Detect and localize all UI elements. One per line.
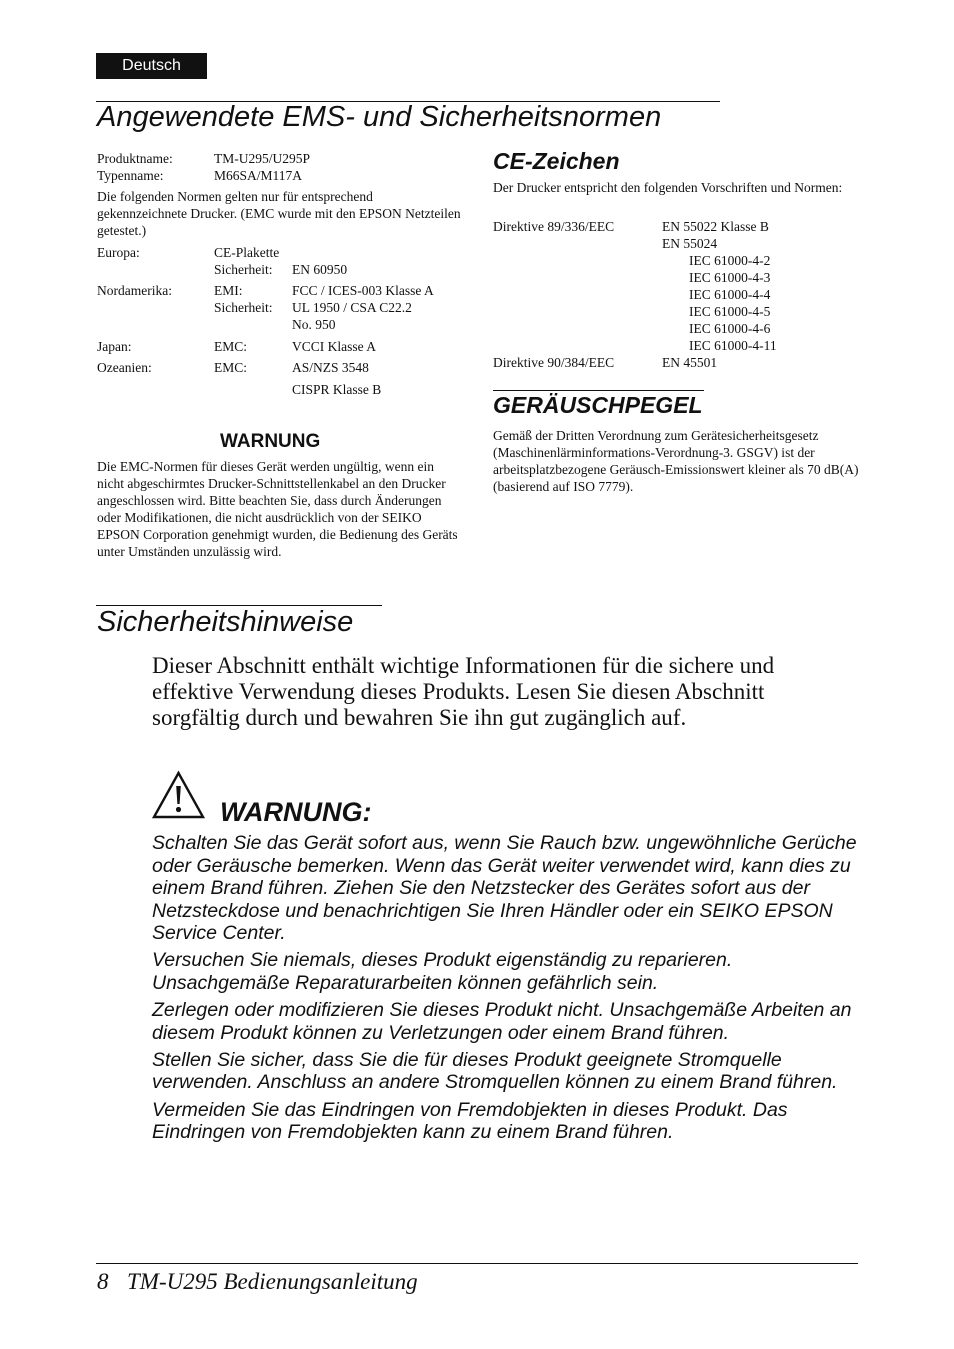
iec-item: IEC 61000-4-5 xyxy=(689,304,771,319)
directive2-label: Direktive 90/384/EEC xyxy=(493,355,615,370)
safety-warning-heading: WARNUNG: xyxy=(220,797,372,827)
ce-title: CE-Zeichen xyxy=(493,148,620,174)
warning-item: Vermeiden Sie das Eindringen von Fremdobjekten in dieses Produkt. Das Eindringen von Fremdobjekten kann zu einem Brand führen. xyxy=(152,1098,788,1144)
oceania-label: Ozeanien: xyxy=(97,360,152,375)
japan-emc-value: VCCI Klasse A xyxy=(292,339,376,354)
directive1-std2: EN 55024 xyxy=(662,236,718,251)
warning-item: Versuchen Sie niemals, dieses Produkt eigenständig zu reparieren. Unsachgemäße Reparaturarbeiten können gefährlich sein. xyxy=(152,949,733,995)
footer-rule xyxy=(96,1263,858,1264)
iec-item: IEC 61000-4-6 xyxy=(689,321,771,336)
europe-label: Europa: xyxy=(97,245,140,260)
product-label: Produktname: xyxy=(97,151,173,166)
footer-manual-title: TM-U295 Bedienungsanleitung xyxy=(127,1269,418,1294)
iec-item: IEC 61000-4-3 xyxy=(689,270,771,285)
directive2-std: EN 45501 xyxy=(662,355,718,370)
na-safety-value2: No. 950 xyxy=(292,317,336,332)
oceania-emc-value2: CISPR Klasse B xyxy=(292,382,382,397)
noise-title: GERÄUSCHPEGEL xyxy=(493,392,703,418)
product-value: TM-U295/U295P xyxy=(214,151,311,166)
safety-warning-list xyxy=(152,832,858,1148)
ems-title: Angewendete EMS- und Sicherheitsnormen xyxy=(97,101,662,133)
warning-triangle-icon xyxy=(151,770,206,820)
na-emi-label: EMI: xyxy=(214,283,243,298)
japan-emc-label: EMC: xyxy=(214,339,248,354)
safety-intro: Dieser Abschnitt enthält wichtige Informationen für die sichere und effektive Verwendung dieses Produkts. Lesen Sie diesen Abschnitt sorgfältig durch und bewahren Sie ihn gut zugänglich auf. xyxy=(152,653,775,730)
safety-title: Sicherheitshinweise xyxy=(97,606,354,638)
na-label: Nordamerika: xyxy=(97,283,172,298)
iec-item: IEC 61000-4-4 xyxy=(689,287,771,302)
oceania-emc-label: EMC: xyxy=(214,360,248,375)
europe-safety-label: Sicherheit: xyxy=(214,262,273,277)
directive1-std1: EN 55022 Klasse B xyxy=(662,219,769,234)
warning-item: Schalten Sie das Gerät sofort aus, wenn Sie Rauch bzw. ungewöhnliche Gerüche oder Geräusche bemerken. Wenn das Gerät weiter verwendet wird, kann dies zu einem Brand führen. Ziehen Sie den Netzstecker des Gerätes sofort aus der Netzsteckdose und benachrichtigen Sie Ihren Händler oder ein SEIKO EPSON Service Center. xyxy=(152,832,857,945)
directive1-label: Direktive 89/336/EEC xyxy=(493,219,615,234)
warning-item: Zerlegen oder modifizieren Sie dieses Produkt nicht. Unsachgemäße Arbeiten an diesem Produkt können zu Verletzungen oder einem Brand führen. xyxy=(152,999,852,1044)
language-tab: Deutsch xyxy=(96,53,207,79)
ems-intro: Die folgenden Normen gelten nur für entsprechend gekennzeichnete Drucker. (EMC wurde mit den EPSON Netzteilen getestet.) xyxy=(97,189,461,238)
noise-text: Gemäß der Dritten Verordnung zum Gerätesicherheitsgesetz (Maschinenlärminformations-Verordnung-3. GSGV) ist der arbeitsplatzbezogene Geräusch-Emissionswert kleiner als 70 dB(A) (basierend auf ISO 7779). xyxy=(493,428,859,494)
europe-safety-value: EN 60950 xyxy=(292,262,348,277)
oceania-emc-value1: AS/NZS 3548 xyxy=(292,360,369,375)
japan-label: Japan: xyxy=(97,339,132,354)
iec-item: IEC 61000-4-11 xyxy=(689,338,777,353)
europe-ce: CE-Plakette xyxy=(214,245,280,260)
iec-item: IEC 61000-4-2 xyxy=(689,253,771,268)
type-label: Typenname: xyxy=(97,168,164,183)
ems-warning-text: Die EMC-Normen für dieses Gerät werden ungültig, wenn ein nicht abgeschirmtes Drucker-Schnittstellenkabel an den Drucker angeschlossen wird. Bitte beachten Sie, dass durch Änderungen oder Modifikationen, die nicht ausdrücklich von der SEIKO EPSON Corporation genehmigt wurden, die Bedienung des Geräts unter Umständen unzulässig wird. xyxy=(97,459,458,559)
na-safety-value1: UL 1950 / CSA C22.2 xyxy=(292,300,412,315)
ems-warning-heading: WARNUNG xyxy=(220,431,321,452)
na-safety-label: Sicherheit: xyxy=(214,300,273,315)
warning-item: Stellen Sie sicher, dass Sie die für dieses Produkt geeignete Stromquelle verwenden. Anschluss an andere Stromquellen können zu einem Brand führen. xyxy=(152,1048,838,1094)
type-value: M66SA/M117A xyxy=(214,168,303,183)
ce-intro: Der Drucker entspricht den folgenden Vorschriften und Normen: xyxy=(493,180,843,195)
footer-page-number: 8 xyxy=(97,1269,109,1294)
na-emi-value: FCC / ICES-003 Klasse A xyxy=(292,283,434,298)
